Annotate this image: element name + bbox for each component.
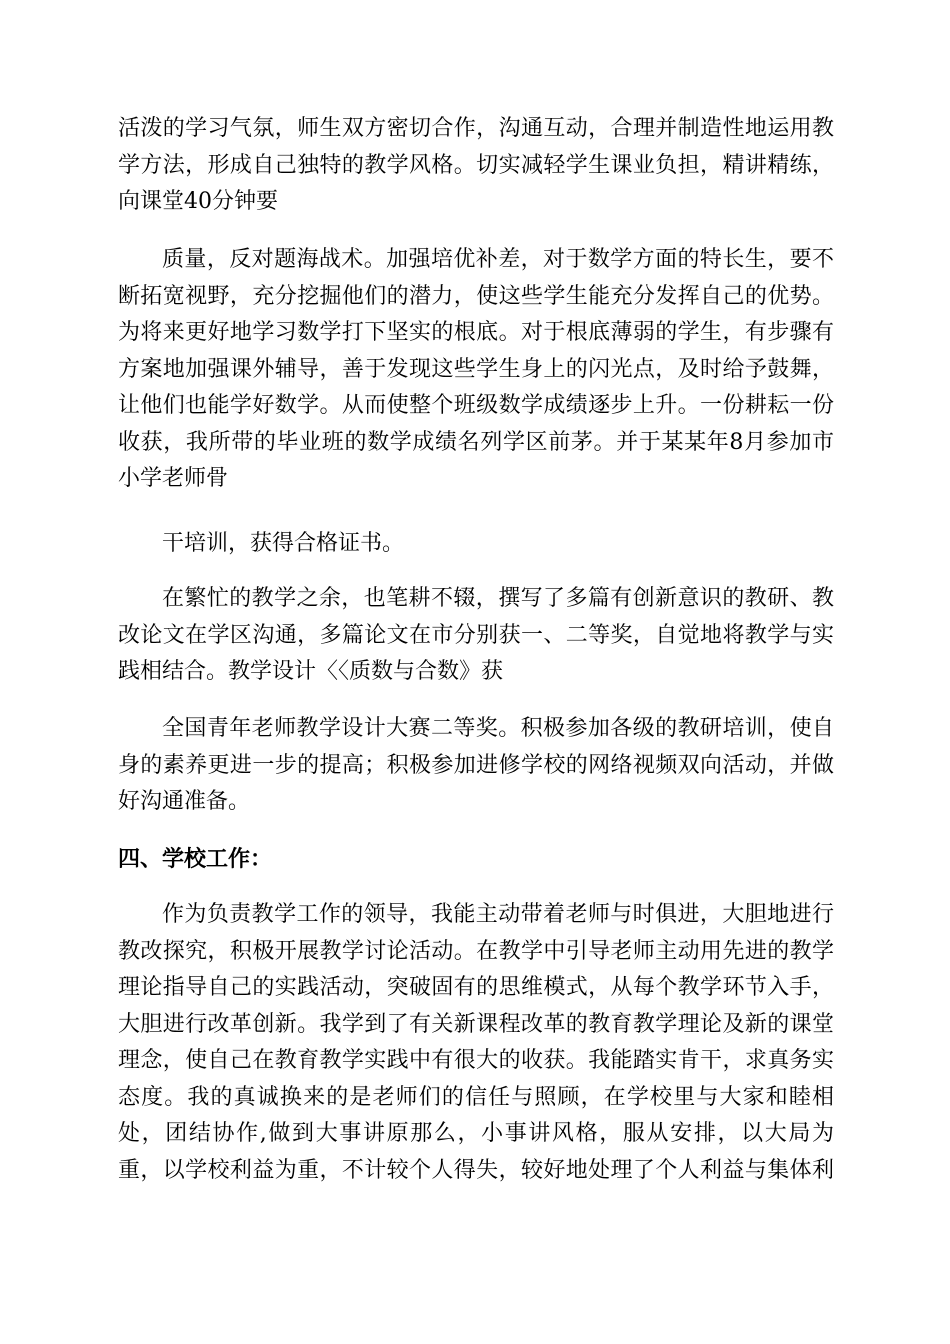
text-line: 质量，反对题海战术。加强培优补差，对于数学方面的特长生，要不: [162, 247, 834, 272]
text-line: 重，以学校利益为重，不计较个人得失，较好地处理了个人利益与集体利: [118, 1157, 834, 1183]
text-line: 作为负责教学工作的领导，我能主动带着老师与时俱进，大胆地进行: [162, 902, 834, 927]
text-line: 处，团结协作,做到大事讲原那么，小事讲风格，服从安排，以大局为: [118, 1121, 834, 1146]
text-line: 理论指导自己的实践活动，突破固有的思维模式，从每个教学环节入手，: [118, 975, 834, 1000]
text-line: 活泼的学习气氛，师生双方密切合作，沟通互动，合理并制造性地运用教: [118, 116, 834, 141]
text-line: 学方法，形成自己独特的教学风格。切实减轻学生课业负担，精讲精练，: [118, 152, 834, 178]
section-heading: 四、学校工作：: [118, 847, 273, 872]
paragraph-research-papers: [118, 581, 834, 691]
text-line: 让他们也能学好数学。从而使整个班级数学成绩逐步上升。一份耕耘一份: [118, 393, 834, 418]
text-line: 身的素养更进一步的提高；积极参加进修学校的网络视频双向活动，并做: [118, 752, 834, 778]
text-line: 全国青年老师教学设计大赛二等奖。积极参加各级的教研培训，使自: [162, 716, 834, 741]
text-line: 大胆进行改革创新。我学到了有关新课程改革的教育教学理论及新的课堂: [118, 1011, 834, 1037]
text-line: 改论文在学区沟通，多篇论文在市分别获一、二等奖，自觉地将教学与实: [118, 622, 834, 648]
text-line: 态度。我的真诚换来的是老师们的信任与照顾，在学校里与大家和睦相: [118, 1084, 834, 1110]
text-line: 为将来更好地学习数学打下坚实的根底。对于根底薄弱的学生，有步骤有: [118, 320, 834, 345]
text-line: 教改探究，积极开展教学讨论活动。在教学中引导老师主动用先进的教学: [118, 938, 834, 964]
paragraph-awards: [118, 711, 834, 821]
text-line: 收获，我所带的毕业班的数学成绩名列学区前茅。并于某某年8月参加市: [118, 429, 834, 455]
text-line: 好沟通准备。: [118, 789, 251, 814]
paragraph-school-work: [118, 897, 834, 1189]
text-line: 践相结合。教学设计〈〈质数与合数》获: [118, 659, 504, 684]
text-line: 向课堂40分钟要: [118, 189, 278, 214]
text-line: 干培训，获得合格证书。: [162, 531, 405, 556]
paragraph-training: [118, 526, 834, 563]
text-line: 理念，使自己在教育教学实践中有很大的收获。我能踏实肯干，求真务实: [118, 1048, 834, 1073]
text-line: 断拓宽视野，充分挖掘他们的潜力，使这些学生能充分发挥自己的优势。: [118, 283, 834, 309]
paragraph-tutoring: [118, 242, 834, 498]
text-line: 方案地加强课外辅导，善于发现这些学生身上的闪光点，及时给予鼓舞，: [118, 356, 834, 382]
text-line: 在繁忙的教学之余，也笔耕不辍，撰写了多篇有创新意识的教研、教: [162, 586, 834, 611]
text-line: 小学老师骨: [118, 466, 229, 491]
paragraph-teaching-style: [118, 111, 834, 221]
